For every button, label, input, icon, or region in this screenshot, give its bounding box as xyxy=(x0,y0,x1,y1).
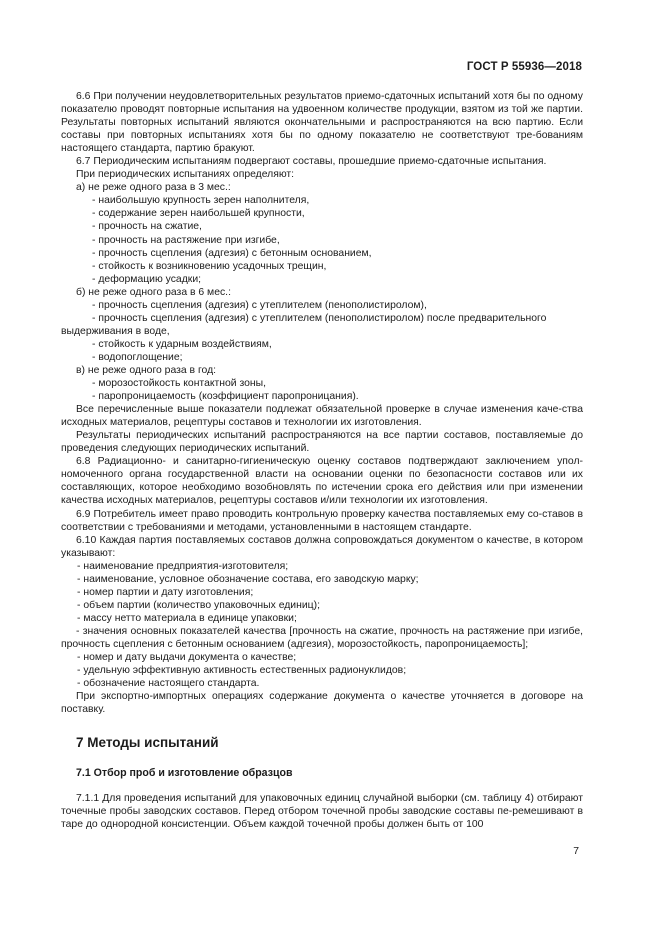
subsection-heading-7-1: 7.1 Отбор проб и изготовление образцов xyxy=(76,767,293,780)
list-item: - содержание зерен наибольшей крупности, xyxy=(92,208,305,220)
document-header: ГОСТ Р 55936—2018 xyxy=(466,61,582,73)
paragraph-6-6: 6.6 При получении неудовлетворительных результатов приемо-сдаточных испытаний хотя бы по одному показателю проводят повторные испытания на удвоенном количестве продукции, взятом из той же партии. Результаты повторных испытаний являются окончательными и распространяются на всю партию. Если составы при повторных испытаниях хотя бы по одному показателю не соответствуют тре-бованиям настоящего стандарта, партию бракуют. xyxy=(61,91,583,155)
paragraph-6-7-intro: При периодических испытаниях определяют: xyxy=(76,169,295,181)
list-label-c: в) не реже одного раза в год: xyxy=(76,364,217,376)
list-item: - морозостойкость контактной зоны, xyxy=(92,378,267,390)
list-item: - объем партии (количество упаковочных единиц); xyxy=(77,599,320,611)
list-label-a: а) не реже одного раза в 3 мес.: xyxy=(76,182,231,194)
list-item-continuation: выдерживания в воде, xyxy=(61,325,170,337)
paragraph-6-7-results: Результаты периодических испытаний распространяются на все партии составов, поставляемые до проведения следующих периодических испытаний. xyxy=(61,430,583,455)
list-item: - наименование предприятия-изготовителя; xyxy=(77,560,289,572)
list-item: - стойкость к ударным воздействиям, xyxy=(92,338,272,350)
list-item: - прочность на сжатие, xyxy=(92,221,202,233)
paragraph-6-10: 6.10 Каждая партия поставляемых составов должна сопровождаться документом о качестве, в котором указывают: xyxy=(61,534,583,559)
paragraph-7-1-1: 7.1.1 Для проведения испытаний для упаковочных единиц случайной выборки (см. таблицу 4) отбирают точечные пробы заводских составов. Перед отбором точечной пробы заводские составы пе-ремешивают в таре до однородной консистенции. Объем каждой точечной пробы должен быть от 100 xyxy=(61,793,583,831)
list-label-b: б) не реже одного раза в 6 мес.: xyxy=(76,286,231,298)
list-item: - прочность сцепления (адгезия) с бетонным основанием, xyxy=(92,247,372,259)
paragraph-6-9: 6.9 Потребитель имеет право проводить контрольную проверку качества поставляемых ему со-ставов в соответствии с требованиями и методами, установленными в настоящем стандарте. xyxy=(61,508,583,533)
list-item-long: - значения основных показателей качества [прочность на сжатие, прочность на растяжение при изгибе, прочность сцепления с бетонным основанием (адгезия), морозостойкость, паропроницаемость]; xyxy=(61,625,583,650)
paragraph-6-10-end: При экспортно-импортных операциях содержание документа о качестве уточняется в договоре на поставку. xyxy=(61,691,583,716)
paragraph-6-7-note: Все перечисленные выше показатели подлежат обязательной проверке в случае изменения каче-ства исходных материалов, рецептуры составов и технологии их изготовления. xyxy=(61,404,583,429)
section-heading-7: 7 Методы испытаний xyxy=(76,735,219,751)
list-item: - паропроницаемость (коэффициент паропроницания). xyxy=(92,391,359,403)
list-item: - деформацию усадки; xyxy=(92,273,202,285)
list-item: - водопоглощение; xyxy=(92,351,183,363)
list-item: - номер партии и дату изготовления; xyxy=(77,586,254,598)
paragraph-6-7: 6.7 Периодическим испытаниям подвергают составы, прошедшие приемо-сдаточные испытания. xyxy=(76,156,547,168)
list-item: - номер и дату выдачи документа о качестве; xyxy=(77,652,297,664)
list-item: - прочность сцепления (адгезия) с утеплителем (пенополистиролом) после предварительного xyxy=(92,312,547,324)
list-item: - обозначение настоящего стандарта. xyxy=(77,678,260,690)
list-item: - прочность на растяжение при изгибе, xyxy=(92,234,280,246)
list-item: - удельную эффективную активность естественных радионуклидов; xyxy=(77,665,407,677)
list-item: - массу нетто материала в единице упаковки; xyxy=(77,612,297,624)
list-item: - прочность сцепления (адгезия) с утеплителем (пенополистиролом), xyxy=(92,299,427,311)
list-item: - наименование, условное обозначение состава, его заводскую марку; xyxy=(77,573,419,585)
page-number: 7 xyxy=(573,846,579,857)
list-item: - стойкость к возникновению усадочных трещин, xyxy=(92,260,327,272)
list-item: - наибольшую крупность зерен наполнителя, xyxy=(92,195,310,207)
paragraph-6-8: 6.8 Радиационно- и санитарно-гигиеническую оценку составов подтверждают заключением упол-номоченного органа государственной власти на основании оценки по безопасности составов или их составляющих, которое необходимо возобновлять по истечении срока его действия или при изменении качества исходных материалов, рецептуры составов и/или технологии их изготовления. xyxy=(61,456,583,507)
page-body xyxy=(61,90,583,831)
